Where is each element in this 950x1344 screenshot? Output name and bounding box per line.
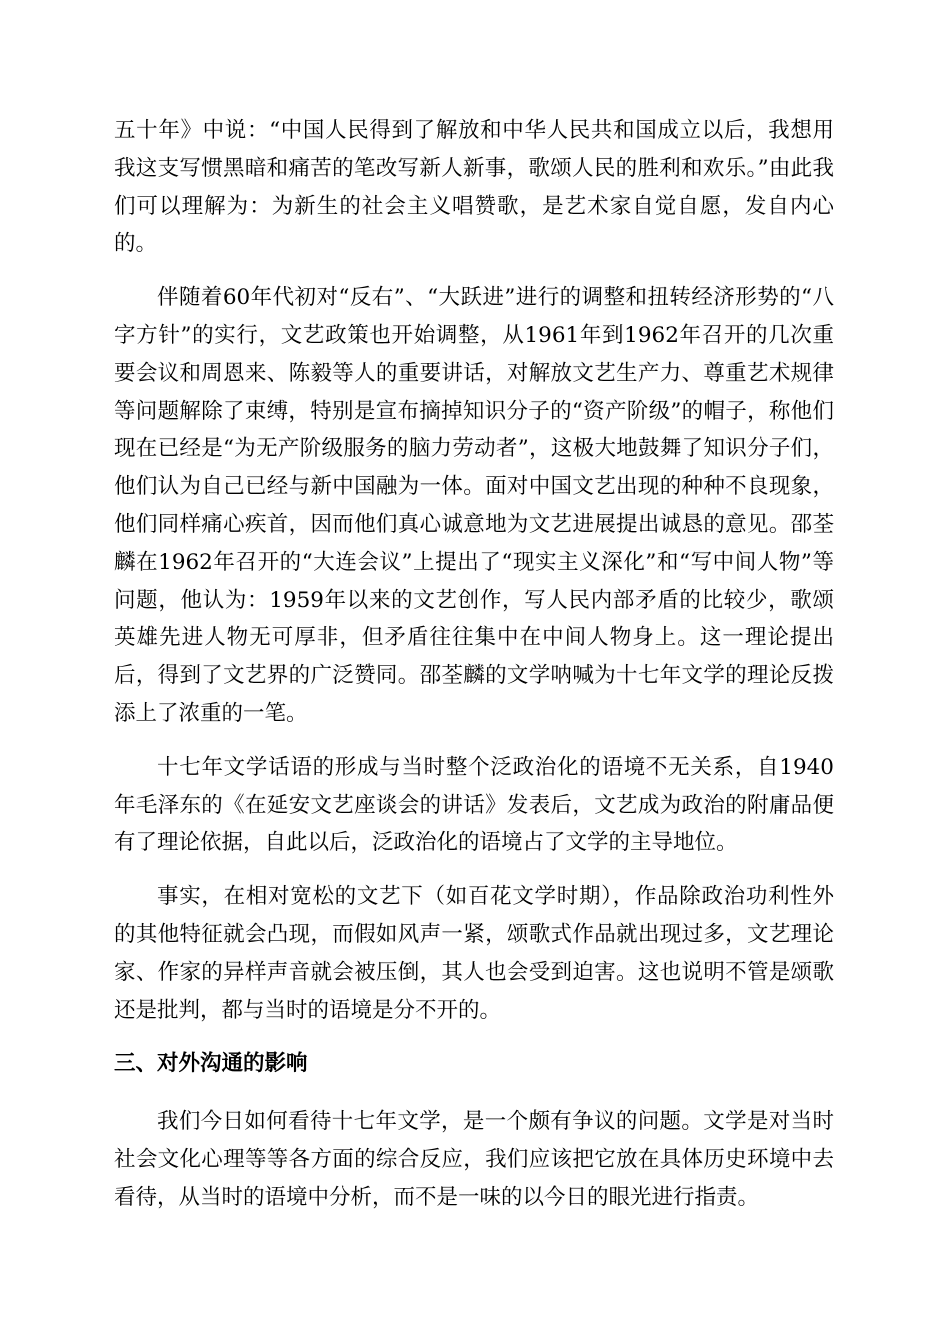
paragraph: 十七年文学话语的形成与当时整个泛政治化的语境不无关系，自1940年毛泽东的《在延安文艺座谈会的讲话》发表后，文艺成为政治的附庸品便有了理论依据，自此以后，泛政治化的语境占了文学的主导地位。 (114, 754, 834, 856)
paragraph: 我们今日如何看待十七年文学，是一个颇有争议的问题。文学是对当时社会文化心理等等各方面的综合反应，我们应该把它放在具体历史环境中去看待，从当时的语境中分析，而不是一味的以今日的眼光进行指责。 (114, 1109, 834, 1210)
document-body (114, 112, 834, 1233)
section-heading: 三、对外沟通的影响 (114, 1051, 308, 1077)
paragraph: 事实，在相对宽松的文艺下（如百花文学时期），作品除政治功利性外的其他特征就会凸现，而假如风声一紧，颂歌式作品就出现过多，文艺理论家、作家的异样声音就会被压倒，其人也会受到迫害。这也说明不管是颂歌还是批判，都与当时的语境是分不开的。 (114, 884, 834, 1023)
paragraph-continuation: 五十年》中说：“中国人民得到了解放和中华人民共和国成立以后，我想用我这支写惯黑暗和痛苦的笔改写新人新事，歌颂人民的胜利和欢乐。”由此我们可以理解为：为新生的社会主义唱赞歌，是艺术家自觉自愿，发自内心的。 (114, 118, 834, 257)
paragraph: 伴随着60年代初对“反右”、“大跃进”进行的调整和扭转经济形势的“八字方针”的实行，文艺政策也开始调整，从1961年到1962年召开的几次重要会议和周恩来、陈毅等人的重要讲话，对解放文艺生产力、尊重艺术规律等问题解除了束缚，特别是宣布摘掉知识分子的“资产阶级”的帽子，称他们现在已经是“为无产阶级服务的脑力劳动者”，这极大地鼓舞了知识分子们，他们认为自己已经与新中国融为一体。面对中国文艺出现的种种不良现象，他们同样痛心疾首，因而他们真心诚意地为文艺进展提出诚恳的意见。邵荃麟在1962年召开的“大连会议”上提出了“现实主义深化”和“写中间人物”等问题，他认为：1959年以来的文艺创作，写人民内部矛盾的比较少，歌颂英雄先进人物无可厚非，但矛盾往往集中在中间人物身上。这一理论提出后，得到了文艺界的广泛赞同。邵荃麟的文学呐喊为十七年文学的理论反拨添上了浓重的一笔。 (114, 285, 834, 726)
